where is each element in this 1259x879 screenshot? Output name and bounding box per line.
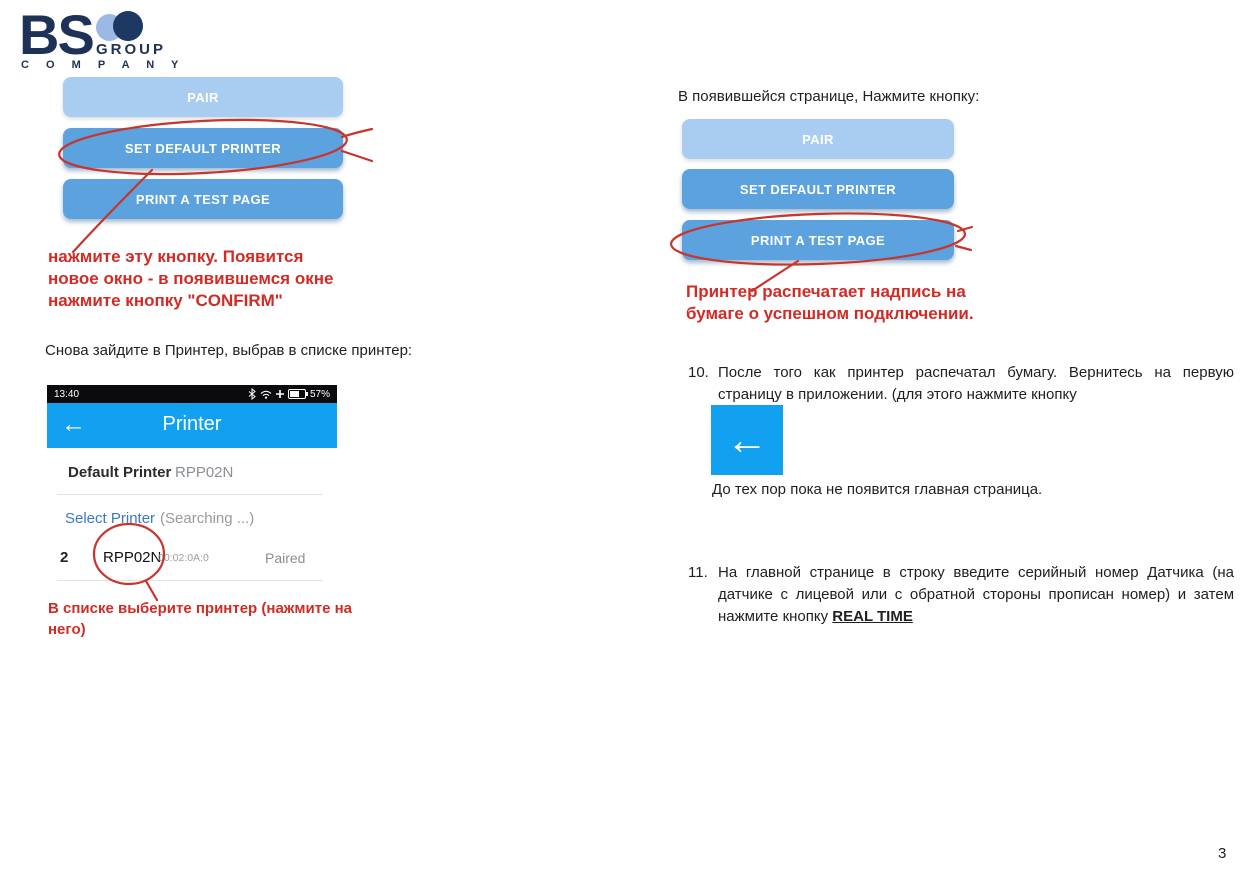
bluetooth-icon <box>248 388 256 400</box>
step-11 <box>688 562 1234 628</box>
select-printer-row <box>65 510 254 527</box>
set-default-printer-button-right[interactable]: SET DEFAULT PRINTER <box>682 169 954 209</box>
default-printer-label: Default Printer <box>68 464 172 481</box>
back-arrow-icon[interactable]: ← <box>61 410 86 438</box>
print-test-page-button-left[interactable]: PRINT A TEST PAGE <box>63 179 343 219</box>
divider <box>57 494 323 495</box>
status-time: 13:40 <box>54 388 80 400</box>
phone-header <box>47 403 337 448</box>
right-annotation-line1: Принтер распечатает надпись на <box>686 282 966 301</box>
step-11-number: 11. <box>688 564 708 581</box>
left-annotation-line2: новое окно - в появившемся окне <box>48 269 334 288</box>
logo-company-text: C O M P A N Y <box>21 59 186 71</box>
print-test-page-button-right[interactable]: PRINT A TEST PAGE <box>682 220 954 260</box>
device-row-mac: 00:02:0A:0 <box>158 552 209 564</box>
left-annotation-line3: нажмите кнопку "CONFIRM" <box>48 291 283 310</box>
step-11-main-text: На главной странице в строку введите серийный номер Датчика (на датчике с лицевой или с обратной стороны прописан номер) и затем нажмите кнопку <box>718 564 1234 625</box>
left-ellipse-tail-bottom <box>342 151 372 161</box>
wifi-icon <box>260 390 272 399</box>
right-caption: В появившейся странице, Нажмите кнопку: <box>678 88 980 105</box>
select-printer-label: Select Printer <box>65 510 156 527</box>
right-ellipse-tail-top <box>958 227 972 231</box>
list-annotation-line1: В списке выберите принтер (нажмите на <box>48 600 352 617</box>
real-time-label: REAL TIME <box>832 608 913 625</box>
logo-group-text: GROUP <box>96 41 167 58</box>
right-ellipse-tail-bottom <box>956 246 971 250</box>
left-annotation <box>48 246 333 312</box>
step-11-text <box>718 562 1234 628</box>
step-10 <box>688 362 1234 406</box>
bs-group-logo <box>0 0 200 80</box>
divider <box>57 580 323 581</box>
step-10-number: 10. <box>688 364 709 381</box>
plus-icon <box>276 390 284 398</box>
page-number: 3 <box>1218 845 1227 862</box>
pair-button-left[interactable]: PAIR <box>63 77 343 117</box>
device-row-state: Paired <box>265 550 306 566</box>
step-10-text: После того как принтер распечатал бумагу. Вернитесь на первую страницу в приложении. (для этого нажмите кнопку <box>718 364 1234 403</box>
right-annotation <box>686 281 974 325</box>
list-annotation-line2: него) <box>48 621 86 638</box>
back-arrow-icon: ← <box>726 416 768 463</box>
status-icons <box>248 388 330 400</box>
phone-header-title: Printer <box>162 413 222 435</box>
logo-circle-dark <box>113 11 143 41</box>
left-annotation-line1: нажмите эту кнопку. Появится <box>48 247 304 266</box>
phone-screenshot <box>47 385 337 588</box>
logo-bs-text: BS <box>19 3 93 66</box>
step-10-after-text: До тех пор пока не появится главная страница. <box>712 481 1043 498</box>
device-row-index: 2 <box>60 549 69 566</box>
phone-status-bar <box>47 385 337 403</box>
back-button-image[interactable] <box>711 405 783 475</box>
pair-button-right[interactable]: PAIR <box>682 119 954 159</box>
device-row-name[interactable]: RPP02N <box>103 549 162 566</box>
default-printer-value: RPP02N <box>175 464 234 481</box>
searching-status: (Searching ...) <box>160 510 255 527</box>
battery-fill <box>290 391 299 397</box>
set-default-printer-button-left[interactable]: SET DEFAULT PRINTER <box>63 128 343 168</box>
battery-icon <box>288 389 306 399</box>
battery-percent: 57% <box>309 388 330 400</box>
left-ellipse-tail-top <box>342 129 372 137</box>
phone-body <box>47 448 337 588</box>
list-annotation <box>48 598 352 640</box>
left-caption: Снова зайдите в Принтер, выбрав в списке принтер: <box>45 342 413 359</box>
right-annotation-line2: бумаге о успешном подключении. <box>686 304 974 323</box>
